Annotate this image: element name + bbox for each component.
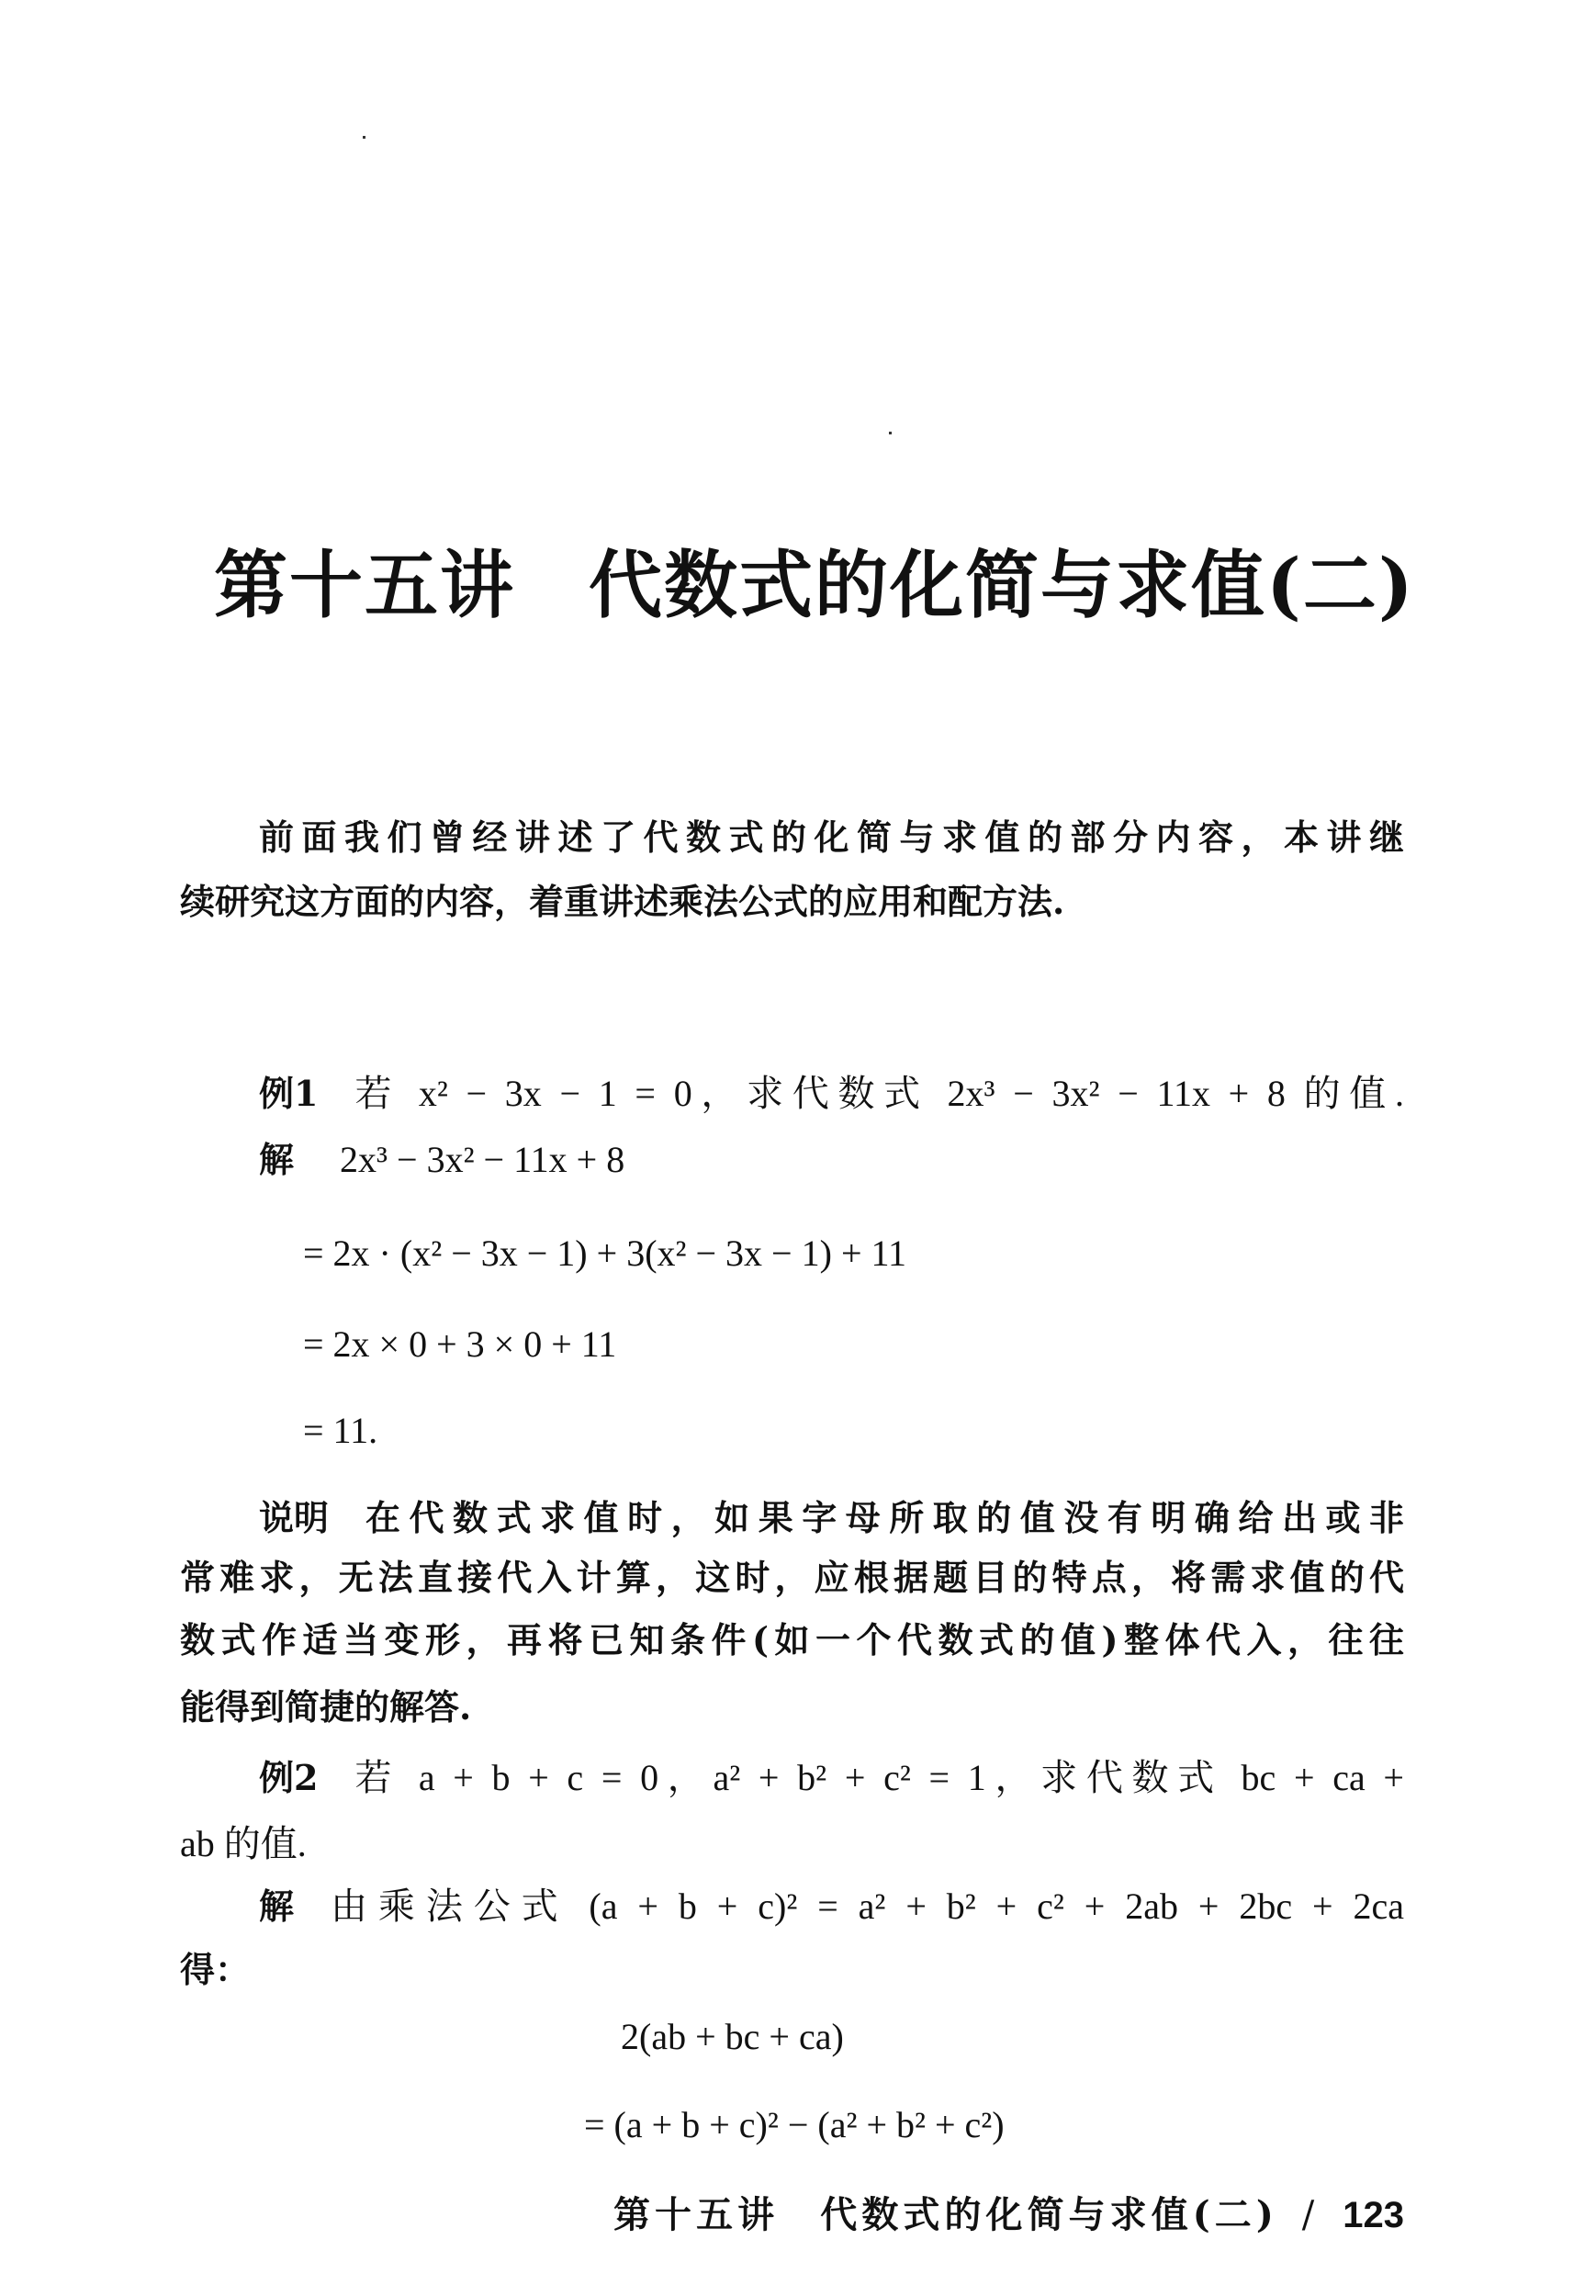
example2-solution <box>259 1885 1404 1929</box>
page-footer <box>613 2186 1404 2238</box>
solution-step: 2(ab + bc + ca) <box>621 2016 844 2057</box>
scan-speck <box>363 136 365 139</box>
example2-question <box>259 1756 1404 1800</box>
lecture-topic: 代数式的化简与求值(二) <box>589 542 1415 628</box>
note-line: 数式作适当变形，再将已知条件(如一个代数式的值)整体代入，往往 <box>180 1619 1404 1660</box>
running-title: 第十五讲 代数式的化简与求值(二) <box>613 2193 1274 2236</box>
chapter-title <box>214 544 1415 626</box>
note-label: 说明 <box>259 1497 330 1538</box>
solution-step: = (a + b + c)² − (a² + b² + c²) <box>584 2104 1005 2145</box>
solution-label: 解 <box>259 1139 295 1180</box>
note-line: 能得到简捷的解答. <box>180 1686 472 1728</box>
example1-label: 例1 <box>259 1073 319 1114</box>
solution-text: 由乘法公式 (a + b + c)² = a² + b² + c² + 2ab + 2bc + 2ca <box>331 1885 1404 1927</box>
solution-text-cont: 得： <box>180 1949 251 1990</box>
lecture-number: 第十五讲 <box>214 542 515 628</box>
solution-step: = 11. <box>303 1410 378 1451</box>
intro-line: 前面我们曾经讲述了代数式的化简与求值的部分内容，本讲继 <box>259 816 1404 858</box>
note-text: 在代数式求值时，如果字母所取的值没有明确给出或非 <box>365 1497 1404 1538</box>
intro-line: 续研究这方面的内容，着重讲述乘法公式的应用和配方法. <box>180 881 1065 922</box>
example1-solution <box>259 1138 624 1182</box>
example2-text: 若 a + b + c = 0，a² + b² + c² = 1，求代数式 bc + ca + <box>354 1757 1404 1798</box>
solution-label: 解 <box>259 1885 295 1927</box>
footer-separator: / <box>1301 2194 1315 2236</box>
example1-question <box>259 1072 1404 1116</box>
solution-step: 2x³ − 3x² − 11x + 8 <box>340 1139 625 1180</box>
solution-step: = 2x × 0 + 3 × 0 + 11 <box>303 1323 617 1365</box>
note-line: 常难求，无法直接代入计算，这时，应根据题目的特点，将需求值的代 <box>180 1557 1404 1598</box>
scan-speck <box>889 432 892 434</box>
note-first-line <box>259 1496 1404 1540</box>
example2-text-cont: ab 的值. <box>180 1823 307 1864</box>
example1-text: 若 x² − 3x − 1 = 0，求代数式 2x³ − 3x² − 11x + 8 的值. <box>354 1073 1404 1114</box>
solution-step: = 2x · (x² − 3x − 1) + 3(x² − 3x − 1) + 11 <box>303 1232 907 1274</box>
page-number: 123 <box>1343 2195 1404 2235</box>
example2-label: 例2 <box>259 1757 319 1798</box>
